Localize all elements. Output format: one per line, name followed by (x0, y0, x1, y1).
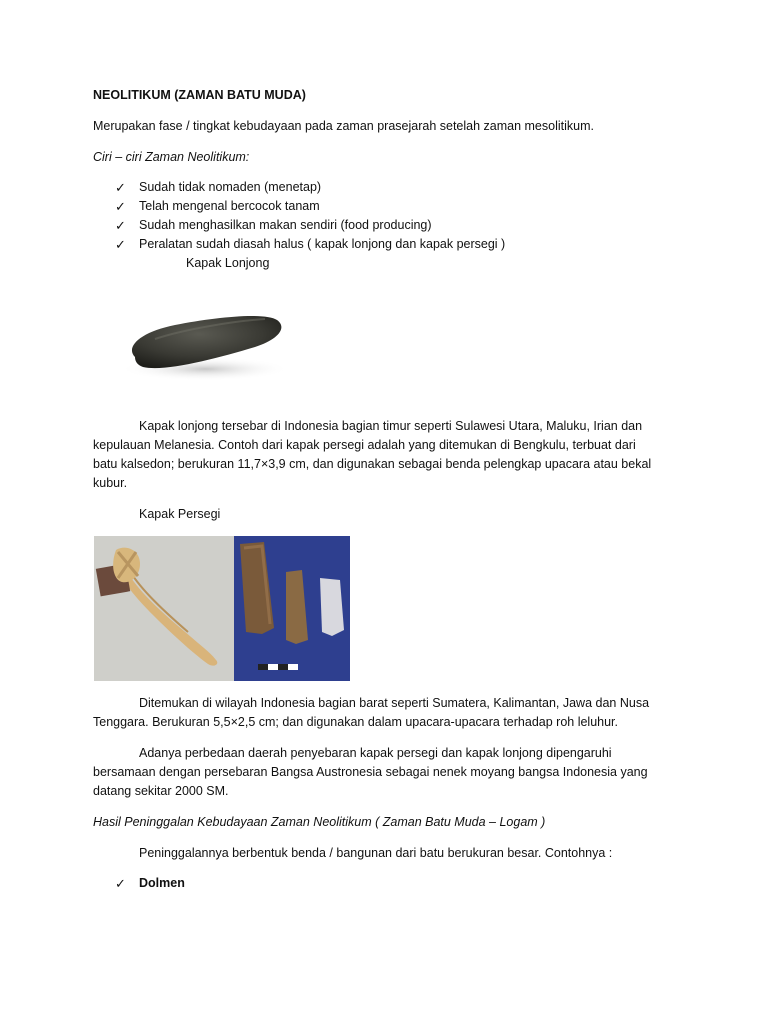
ciri-title: Ciri – ciri Zaman Neolitikum: (93, 150, 250, 164)
kapak-persegi-label: Kapak Persegi (139, 507, 221, 521)
lonjong-paragraph-line-2: kepulauan Melanesia. Contoh dari kapak persegi adalah yang ditemukan di Bengkulu, terbuat dari (93, 438, 636, 452)
lonjong-paragraph-line-3: batu kalsedon; berukuran 11,7×3,9 cm, dan digunakan sebagai benda pelengkap upacara atau bekal (93, 457, 652, 471)
kapak-lonjong-image (95, 287, 310, 402)
kapak-lonjong-label: Kapak Lonjong (186, 256, 270, 270)
list-item: Sudah menghasilkan makan sendiri (food producing) (139, 218, 432, 232)
checkmark-icon: ✓ (115, 237, 126, 252)
list-item: Peralatan sudah diasah halus ( kapak lonjong dan kapak persegi ) (139, 237, 506, 251)
persegi-paragraph-line-1: Ditemukan di wilayah Indonesia bagian barat seperti Sumatera, Kalimantan, Jawa dan Nusa (139, 696, 650, 710)
list-item: Sudah tidak nomaden (menetap) (139, 180, 322, 194)
checkmark-icon: ✓ (115, 218, 126, 233)
intro-paragraph: Merupakan fase / tingkat kebudayaan pada zaman prasejarah setelah zaman mesolitikum. (93, 119, 594, 133)
page-heading: NEOLITIKUM (ZAMAN BATU MUDA) (93, 88, 306, 102)
hasil-title: Hasil Peninggalan Kebudayaan Zaman Neolitikum ( Zaman Batu Muda – Logam ) (93, 815, 546, 829)
perbedaan-paragraph-line-2: bersamaan dengan persebaran Bangsa Austronesia sebagai nenek moyang bangsa Indonesia yang (93, 765, 648, 779)
perbedaan-paragraph-line-3: datang sekitar 2000 SM. (93, 784, 229, 798)
list-item: Telah mengenal bercocok tanam (139, 199, 320, 213)
lonjong-paragraph-line-1: Kapak lonjong tersebar di Indonesia bagian timur seperti Sulawesi Utara, Maluku, Irian dan (139, 419, 643, 433)
kapak-persegi-stones-image (234, 536, 350, 681)
checkmark-icon: ✓ (115, 180, 126, 195)
checkmark-icon: ✓ (115, 876, 126, 891)
kapak-persegi-hafted-image (94, 536, 234, 681)
peninggalan-paragraph: Peninggalannya berbentuk benda / bangunan dari batu berukuran besar. Contohnya : (139, 846, 613, 860)
dolmen-item: Dolmen (139, 876, 185, 890)
lonjong-paragraph-line-4: kubur. (93, 476, 128, 490)
perbedaan-paragraph-line-1: Adanya perbedaan daerah penyebaran kapak persegi dan kapak lonjong dipengaruhi (139, 746, 612, 760)
persegi-paragraph-line-2: Tenggara. Berukuran 5,5×2,5 cm; dan digunakan dalam upacara-upacara terhadap roh leluhur. (93, 715, 619, 729)
checkmark-icon: ✓ (115, 199, 126, 214)
